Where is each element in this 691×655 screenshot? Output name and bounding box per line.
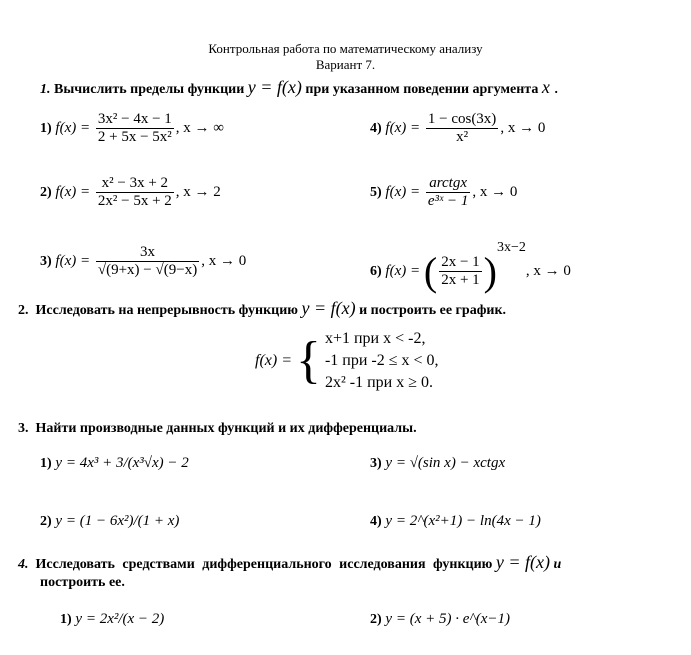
- lhs: f(x) =: [385, 263, 421, 279]
- limit-tail: , x → 2: [175, 183, 221, 200]
- power: 3x−2: [496, 240, 526, 255]
- section-4-continued: [40, 575, 125, 591]
- limit-6: [370, 240, 571, 295]
- item-label: 2): [40, 184, 52, 200]
- limit-tail: , x → 0: [500, 119, 546, 136]
- cutoff-next-line: [14, 646, 684, 655]
- derivative-1: [40, 455, 189, 472]
- case-2: -1 при -2 ≤ x < 0,: [324, 352, 439, 369]
- fraction: [96, 175, 174, 210]
- limit-tail: , x → 0: [201, 252, 247, 269]
- fraction: [96, 244, 199, 279]
- derivative-2: [40, 513, 179, 530]
- limit-3: [40, 244, 246, 279]
- section-4-func: y = f(x): [495, 552, 550, 572]
- case-3: 2x² -1 при x ≥ 0.: [324, 374, 433, 391]
- section-1-arg: x .: [541, 77, 559, 97]
- fraction: [426, 175, 471, 210]
- derivative-expr: y = 2^(x²+1) − ln(4x − 1): [385, 513, 541, 529]
- limit-5: [370, 175, 517, 210]
- item-label: 6): [370, 264, 382, 279]
- lhs: f(x) =: [55, 183, 91, 200]
- section-3-text: Найти производные данных функций и их дифференциалы.: [35, 421, 417, 436]
- limit-1: [40, 111, 224, 146]
- study-expr: y = (x + 5) · e^(x−1): [385, 611, 510, 627]
- item-label: 2): [370, 612, 382, 627]
- denominator: 2x² − 5x + 2: [97, 193, 172, 209]
- section-2-func: y = f(x): [301, 298, 356, 318]
- lhs: f(x) =: [55, 252, 91, 269]
- derivative-4: [370, 513, 541, 530]
- numerator: 2x − 1: [441, 254, 480, 271]
- item-label: 1): [40, 120, 52, 136]
- fraction: [439, 254, 481, 289]
- section-4-text-b: и: [553, 557, 562, 572]
- item-label: 2): [40, 514, 52, 529]
- variant-label: Вариант 7.: [315, 57, 376, 72]
- item-label: 1): [40, 456, 52, 471]
- document-title: Контрольная работа по математическому анализу: [208, 41, 483, 56]
- right-paren: ): [483, 249, 497, 295]
- case-1: x+1 при x < -2,: [324, 330, 426, 347]
- limit-tail: , x → ∞: [175, 119, 224, 136]
- section-2-text-a: Исследовать на непрерывность функцию: [35, 303, 298, 318]
- section-4-text-c: построить ее.: [40, 575, 125, 590]
- denominator: 2x + 1: [441, 272, 480, 289]
- lhs: f(x) =: [385, 119, 421, 136]
- brace: {: [296, 332, 321, 389]
- limit-tail: , x → 0: [472, 183, 518, 200]
- limit-tail: , x → 0: [525, 263, 571, 279]
- numerator: 3x² − 4x − 1: [97, 111, 172, 127]
- item-label: 3): [370, 456, 382, 471]
- study-expr: y = 2x²/(x − 2): [75, 611, 165, 627]
- item-label: 4): [370, 514, 382, 529]
- section-4-text-a: Исследовать средствами дифференциального исследования функцию: [35, 557, 493, 572]
- limit-4: [370, 111, 545, 146]
- derivative-3: [370, 455, 505, 472]
- lhs: f(x) =: [55, 119, 91, 136]
- limit-2: [40, 175, 221, 210]
- item-label: 1): [60, 612, 72, 627]
- lhs: f(x) =: [385, 183, 421, 200]
- denominator: x²: [426, 128, 498, 146]
- piecewise-function: [255, 328, 439, 394]
- item-label: 4): [370, 120, 382, 136]
- derivative-expr: y = 4x³ + 3/(x³√x) − 2: [55, 455, 189, 471]
- study-2: [370, 611, 510, 628]
- fraction: [96, 111, 174, 146]
- section-1-func: y = f(x): [247, 77, 302, 97]
- section-1-text-a: Вычислить пределы функции: [54, 82, 245, 97]
- section-1-number: 1.: [40, 82, 51, 97]
- derivative-expr: y = (1 − 6x²)/(1 + x): [55, 513, 180, 529]
- study-1: [60, 611, 164, 628]
- section-4-heading: [18, 552, 673, 573]
- left-paren: (: [423, 249, 438, 295]
- section-1-heading: [40, 77, 559, 98]
- section-2-text-b: и построить ее график.: [359, 303, 507, 318]
- numerator: 1 − cos(3x): [427, 111, 497, 127]
- denominator: 2 + 5x − 5x²: [97, 129, 172, 145]
- denominator: e³ˣ − 1: [427, 193, 469, 209]
- piecewise-cases: [325, 328, 439, 394]
- section-2-heading: [18, 298, 506, 319]
- item-label: 3): [40, 253, 52, 269]
- piecewise-lhs: f(x) =: [255, 352, 292, 369]
- section-4-number: 4.: [18, 557, 29, 572]
- numerator: arctgx: [429, 175, 467, 191]
- item-label: 5): [370, 184, 382, 200]
- section-3-heading: [18, 421, 417, 437]
- fraction: [426, 111, 498, 146]
- derivative-expr: y = √(sin x) − xctgx: [385, 455, 506, 471]
- section-3-number: 3.: [18, 421, 29, 436]
- section-2-number: 2.: [18, 303, 29, 318]
- section-1-text-b: при указанном поведении аргумента: [305, 82, 539, 97]
- numerator: x² − 3x + 2: [101, 175, 169, 191]
- denominator: √(9+x) − √(9−x): [97, 262, 198, 278]
- numerator: 3x: [140, 244, 156, 260]
